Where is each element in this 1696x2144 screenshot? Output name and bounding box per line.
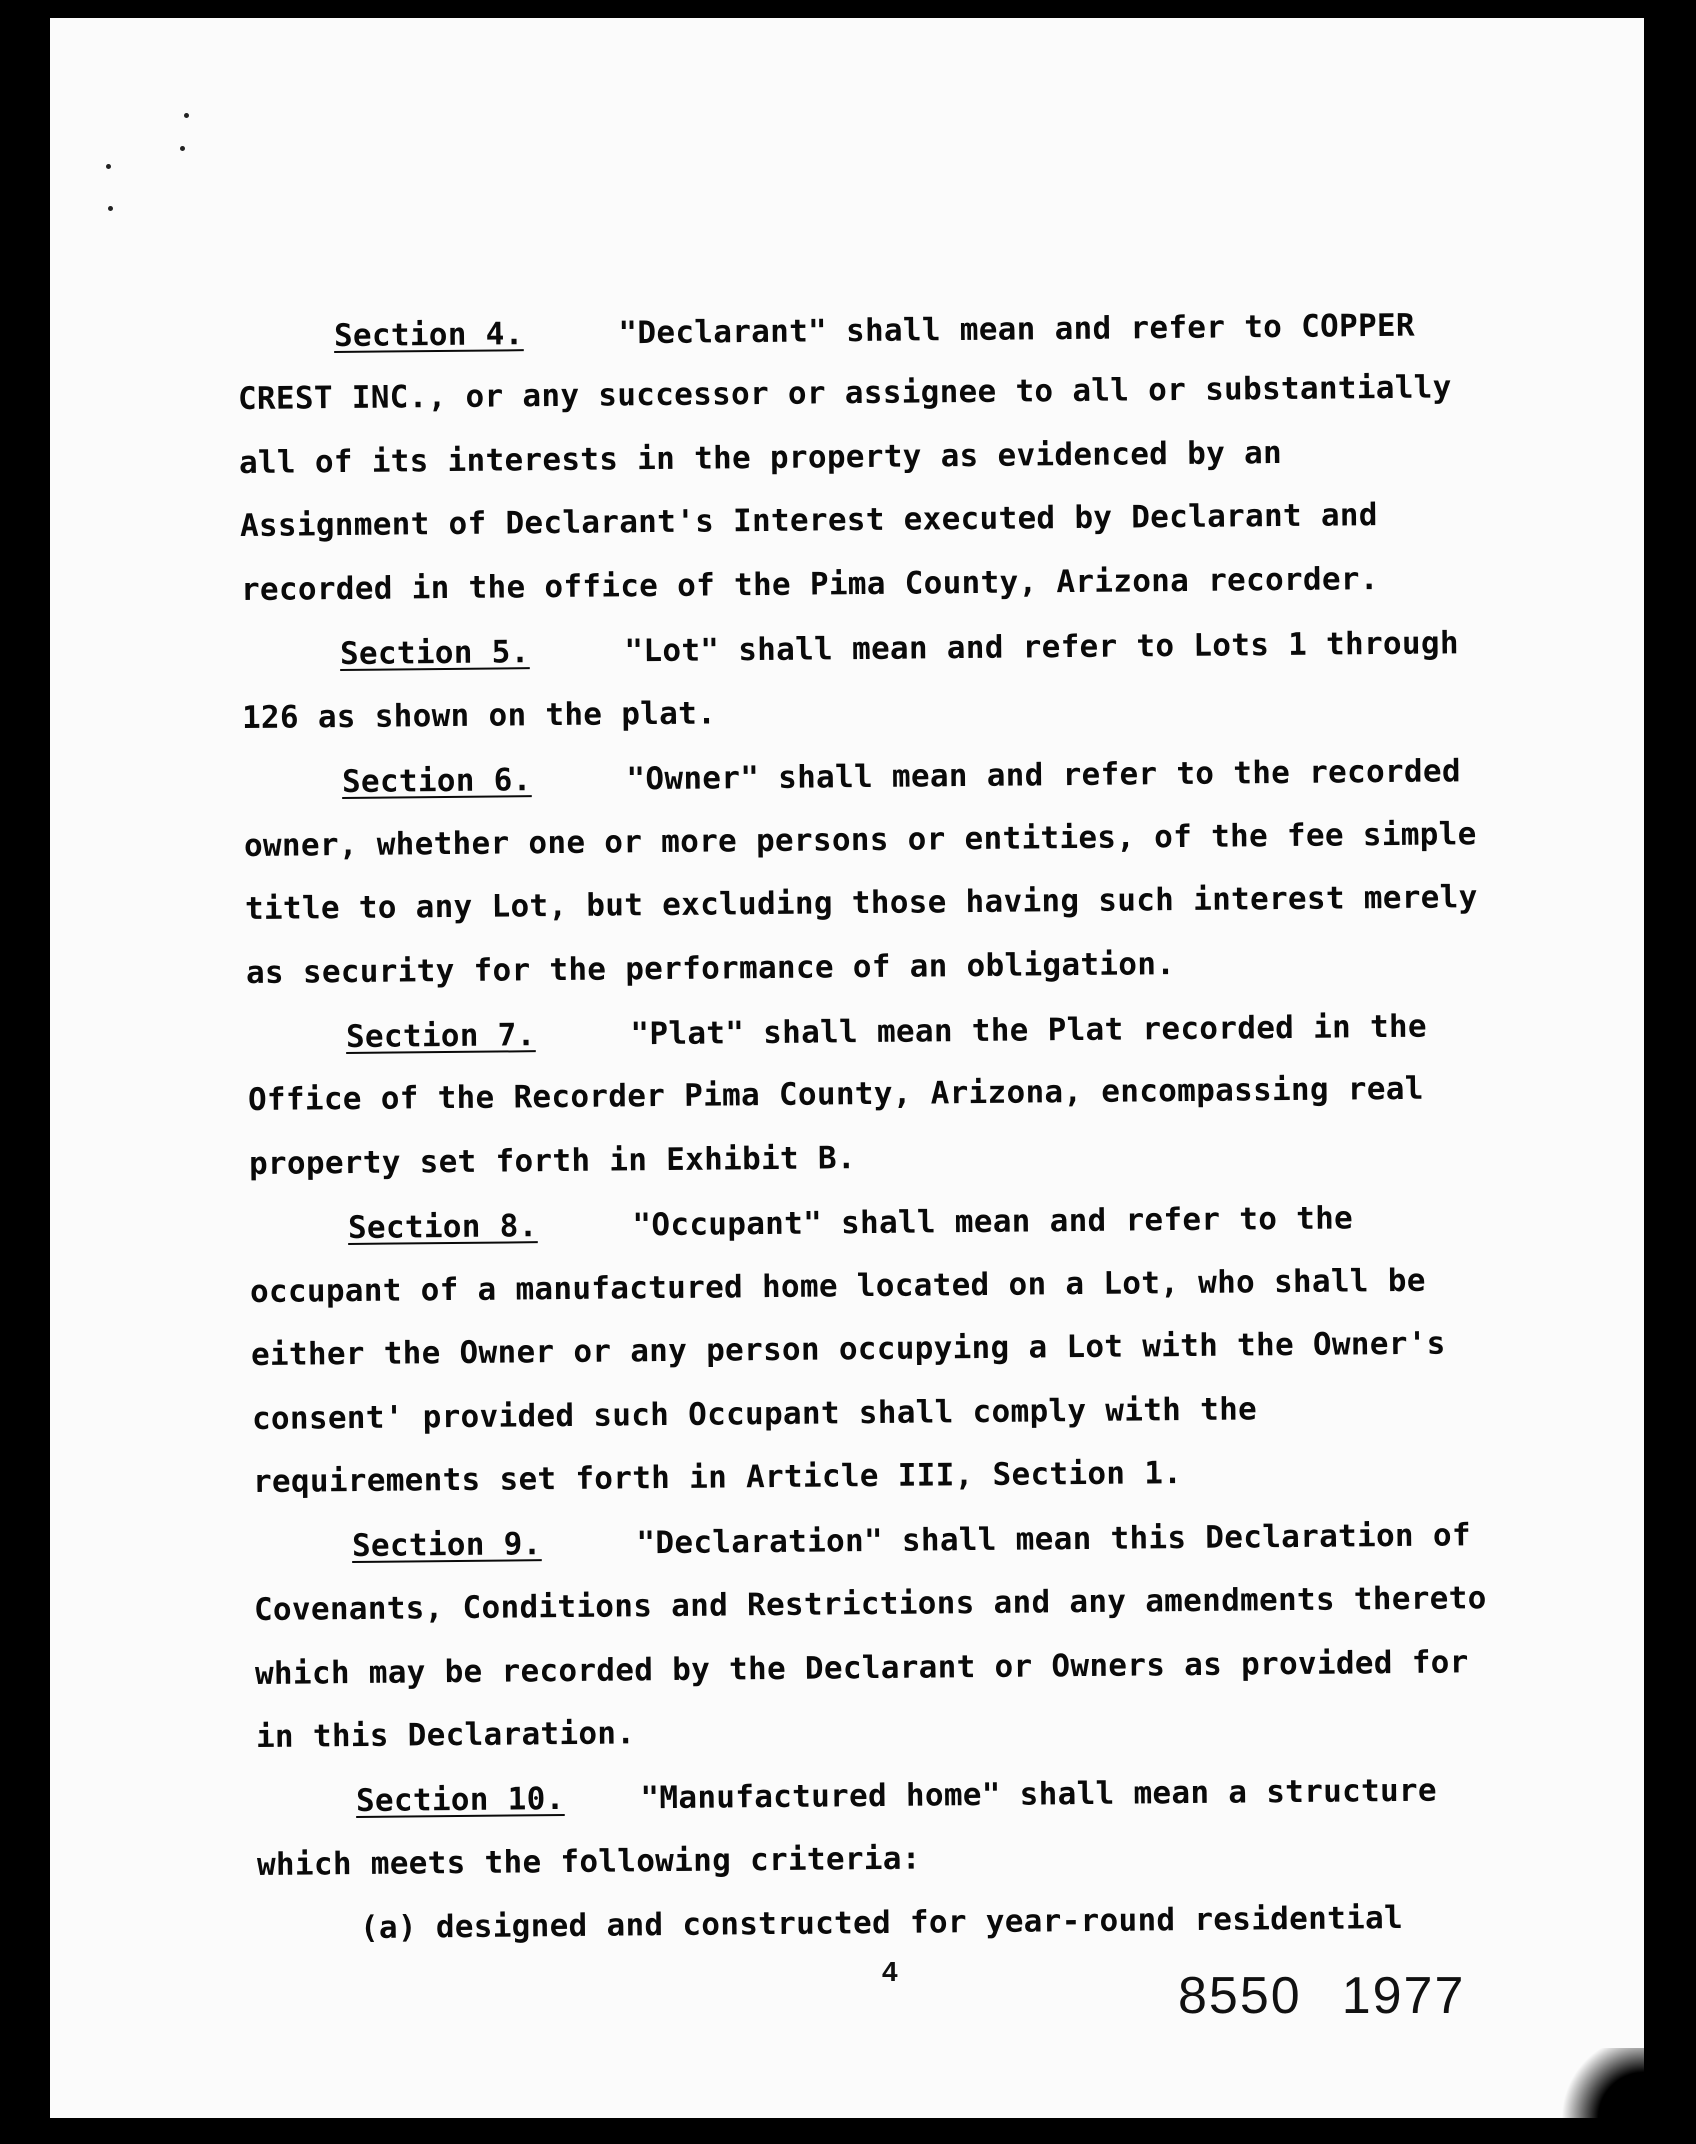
scan-speck <box>108 206 113 211</box>
document-number-page: 1977 <box>1341 1967 1466 2025</box>
section-10-line-2: which meets the following criteria: <box>256 1840 921 1883</box>
section-4-heading: Section 4. <box>333 316 524 354</box>
document-number-book: 8550 <box>1178 1967 1302 2025</box>
section-10-heading: Section 10. <box>355 1780 565 1819</box>
section-9-line-4: in this Declaration. <box>255 1715 636 1755</box>
page-number: 4 <box>882 1956 898 1987</box>
section-10-line-3: (a) designed and constructed for year-round residential <box>359 1899 1404 1946</box>
section-5-line-2: 126 as shown on the plat. <box>241 695 717 736</box>
section-7-line-3: property set forth in Exhibit B. <box>248 1140 856 1182</box>
section-9-line-2: Covenants, Conditions and Restrictions and any amendments thereto <box>253 1580 1487 1628</box>
section-6-line-1: "Owner" shall mean and refer to the recorded <box>626 753 1461 798</box>
section-6-line-4: as security for the performance of an obligation. <box>245 946 1176 991</box>
section-6-line-3: title to any Lot, but excluding those having such interest merely <box>244 879 1478 927</box>
section-5-first-line <box>340 625 1459 672</box>
section-4-line-5: recorded in the office of the Pima County, Arizona recorder. <box>240 561 1379 608</box>
document-number <box>1178 1966 1465 2026</box>
section-5-heading: Section 5. <box>339 634 530 672</box>
section-10-line-1: "Manufactured home" shall mean a structure <box>640 1772 1438 1817</box>
document-page <box>50 18 1644 2118</box>
section-9-line-1: "Declaration" shall mean this Declaration of <box>636 1517 1471 1562</box>
scan-corner-mark <box>1554 2048 1644 2118</box>
section-9-first-line <box>352 1517 1471 1564</box>
section-4-line-2: CREST INC., or any successor or assignee to all or substantially <box>237 369 1452 417</box>
section-6-line-2: owner, whether one or more persons or entities, of the fee simple <box>243 816 1477 864</box>
section-7-first-line <box>346 1009 1427 1055</box>
section-8-line-5: requirements set forth in Article III, Section 1. <box>252 1455 1183 1500</box>
section-8-line-3: either the Owner or any person occupying a Lot with the Owner's <box>250 1325 1446 1373</box>
section-6-heading: Section 6. <box>341 762 532 800</box>
scan-speck <box>180 146 185 151</box>
section-4-line-3: all of its interests in the property as evidenced by an <box>238 434 1283 481</box>
section-5-line-1: "Lot" shall mean and refer to Lots 1 through <box>624 625 1459 670</box>
section-7-line-1: "Plat" shall mean the Plat recorded in the <box>630 1008 1428 1053</box>
section-8-line-4: consent' provided such Occupant shall comply with the <box>251 1391 1258 1437</box>
section-7-line-2: Office of the Recorder Pima County, Arizona, encompassing real <box>247 1070 1424 1118</box>
section-6-first-line <box>342 753 1461 800</box>
section-8-line-1: "Occupant" shall mean and refer to the <box>632 1200 1354 1244</box>
section-8-first-line <box>348 1200 1353 1246</box>
section-7-heading: Section 7. <box>345 1017 536 1055</box>
section-9-heading: Section 9. <box>351 1526 542 1564</box>
scan-speck <box>106 164 111 169</box>
section-8-line-2: occupant of a manufactured home located on a Lot, who shall be <box>249 1262 1426 1310</box>
section-4-line-4: Assignment of Declarant's Interest executed by Declarant and <box>239 497 1378 544</box>
section-8-heading: Section 8. <box>347 1208 538 1246</box>
section-10-first-line <box>356 1773 1437 1819</box>
scan-speck <box>184 113 189 118</box>
section-4-line-1: "Declarant" shall mean and refer to COPPER <box>618 307 1416 352</box>
section-9-line-3: which may be recorded by the Declarant or Owners as provided for <box>254 1644 1469 1692</box>
section-4-first-line <box>334 308 1415 354</box>
